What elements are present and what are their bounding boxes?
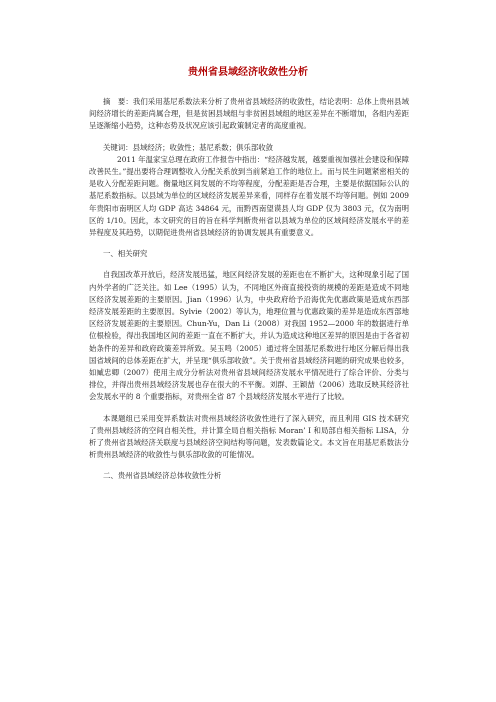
method-paragraph: 本课题组已采用变异系数法对贵州县域经济收敛性进行了深入研究，而且利用 GIS 技术研究了贵州县域经济的空间自相关性，并计算全局自相关指标 Moran’ I 和局部自相关指标 LISA，分析了贵州省县域经济关联度与县域经济空间结构等问题，发表数篇论文。本文旨在用基尼系数法分析贵州县域经济的收敛性与俱乐部收敛的可能情况。 xyxy=(89,413,409,460)
abstract-paragraph: 摘 要：我们采用基尼系数法来分析了贵州省县域经济的收敛性，结论表明：总体上贵州县域间经济增长的差距尚属合理，但是贫困县域组与非贫困县域组的地区差异在不断增加，各组内差距呈逐渐缩小趋势，这种态势及状况应该引起政策制定者的高度重视。 xyxy=(89,97,409,131)
section-heading-related-research: 一、相关研究 xyxy=(103,249,148,259)
keywords-paragraph: 关键词：县域经济；收敛性；基尼系数；俱乐部收敛 xyxy=(103,142,273,152)
intro-paragraph: 2011 年温家宝总理在政府工作报告中指出：“经济越发展，越要重视加强社会建设和保障改善民生。”提出要将合理调整收入分配关系放到当前紧迫工作的地位上。而与民生问题紧密相关的是收入分配差距问题。衡量地区间发展的不均等程度，分配差距是否合理，主要是依据国际公认的基尼系数指标。以县域为单位的区域经济发展差异来看，同样存在着发展不均等问题。例如 2009 年贵阳市南明区人均 GDP 高达 34864 元，而黔西南望谟县人均 GDP 仅为 3803 元，仅为南明区的 1/10。因此，本文研究的目的旨在科学判断贵州省以县域为单位的区域间经济发展水平的差异程度及其趋势，以期促进贵州省县域经济的协调发展具有重要意义。 xyxy=(89,154,409,238)
related-research-paragraph: 自我国改革开放后，经济发展迅猛，地区间经济发展的差距也在不断扩大，这种现象引起了国内外学者的广泛关注。如 Lee（1995）认为，不同地区外商直接投资的规模的差距是造成不同地区经济发展差距的主要原因。Jian（1996）认为，中央政府给予沿海优先优惠政策是造成东西部经济发展差距的主要原因。Sylvie（2002）等认为，地理位置与优惠政策的差异是造成东西部地区经济发展差距的主要原因。Chun-Yu，Dan Li（2008）对我国 1952—2000 年的数据进行单位根检验，得出我国地区间的差距一直在不断扩大，并认为造成这种地区差异的原因是由于各省初始条件的差异和政府政策差异所致。吴玉鸣（2005）通过将全国基尼系数进行地区分解后得出我国省域间的总体差距在扩大，并呈现“俱乐部收敛”。关于贵州省县域经济问题的研究成果也较多，如臧忠卿（2007）使用主成分分析法对贵州省县域间经济发展水平情况进行了综合评价、分类与排位，并得出贵州县域经济发展也存在很大的不平衡。刘群、王颖喆（2006）选取反映其经济社会发展水平的 8 个重要指标，对贵州全省 87 个县域经济发展水平进行了比较。 xyxy=(89,270,409,402)
section-heading-overall-convergence: 二、贵州省县域经济总体收敛性分析 xyxy=(103,471,222,481)
document-title: 贵州省县域经济收敛性分析 xyxy=(188,67,308,78)
document-body xyxy=(89,96,409,483)
